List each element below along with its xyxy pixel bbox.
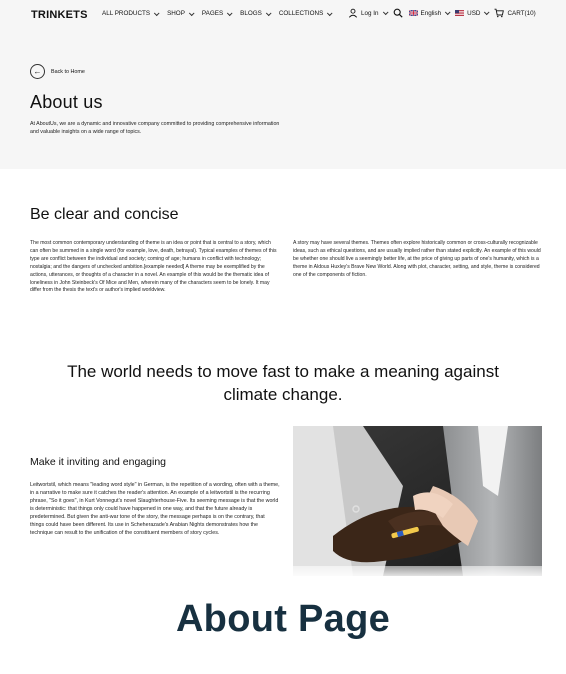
subsection-title: Make it inviting and engaging — [30, 456, 167, 468]
menu-item-blogs[interactable] — [240, 10, 270, 17]
hands-bracelet-photo — [293, 426, 542, 576]
login-label: Log In — [361, 9, 379, 17]
menu-label: BLOGS — [240, 10, 262, 17]
menu-item-all-products[interactable] — [102, 10, 158, 17]
subsection-text: Leitwortstil, which means "leading word style" in German, is the repetition of a wording, often with a theme, in a narrative to make sure it catches the reader's attention. An example of a leitwortstil is the recurring phrase, "So it goes", in Kurt Vonnegut's novel Slaughterhouse-Five. Its seeming message is that the world is deterministic: that things only could have happened in one way, and that the future already is predetermined. But given the anti-war tone of the story, the message perhaps is on the contrary, that things could have been different. Its use in Scheherazade's Arabian Nights demonstrates how the technique can result to the unification of the constituent members of story cycles. — [30, 482, 280, 536]
section-text-right: A story may have several themes. Themes often explore historically common or cross-culturally recognizable ideas, such as ethical questions, and are usually implied rather than stated explicitly. An example of this would be whether one should live a seemingly better life, at the price of giving up parts of one's humanity, which is a theme in Aldous Huxley's Brave New World. Along with plot, character, setting, and style, theme is considered one of the components of fiction. — [293, 240, 541, 278]
arrow-left-icon: ← — [30, 64, 45, 79]
menu-label: SHOP — [167, 10, 185, 17]
login-link[interactable] — [348, 8, 387, 18]
currency-label: USD — [467, 9, 481, 17]
back-to-home-link[interactable] — [30, 64, 85, 79]
chevron-down-icon — [445, 9, 451, 15]
chevron-down-icon — [266, 10, 272, 16]
page-description: At AboutUs, we are a dynamic and innovative company committed to providing comprehensive information and valuable insights on a wide range of topics. — [30, 121, 280, 135]
photo-illustration — [293, 426, 542, 576]
chevron-down-icon — [327, 10, 333, 16]
chevron-down-icon — [382, 9, 388, 15]
quote-heading: The world needs to move fast to make a meaning against climate change. — [67, 362, 499, 404]
menu-item-pages[interactable] — [202, 10, 231, 17]
back-label: Back to Home — [51, 68, 85, 75]
main-menu — [102, 10, 331, 17]
uk-flag-icon — [409, 10, 418, 16]
section-title: Be clear and concise — [30, 206, 179, 223]
chevron-down-icon — [189, 10, 195, 16]
menu-label: ALL PRODUCTS — [102, 10, 151, 17]
user-icon — [348, 8, 358, 18]
banner-title: About Page — [175, 598, 391, 640]
language-selector[interactable] — [409, 10, 450, 17]
search-button[interactable] — [393, 8, 403, 18]
chevron-down-icon — [227, 10, 233, 16]
currency-selector[interactable] — [455, 10, 488, 17]
hero-section — [0, 0, 566, 169]
cart-icon — [494, 8, 504, 18]
menu-item-collections[interactable] — [279, 10, 331, 17]
chevron-down-icon — [154, 10, 160, 16]
cart-link[interactable] — [494, 8, 535, 18]
search-icon — [393, 8, 403, 18]
site-logo[interactable]: TRINKETS — [31, 9, 88, 21]
cart-label: CART(10) — [507, 9, 536, 17]
menu-item-shop[interactable] — [167, 10, 193, 17]
page-title: About us — [30, 92, 103, 112]
header-nav — [0, 0, 566, 30]
header-actions — [348, 8, 536, 18]
menu-label: PAGES — [201, 10, 224, 17]
us-flag-icon — [455, 10, 464, 16]
section-text-left: The most common contemporary understanding of theme is an idea or point that is central to a story, which can often be summed in a single word (for example, love, death, betrayal). Typical examples of themes of this type are conflict between the individual and society; coming of age; humans in conflict with technology; nostalgia; and the dangers of unchecked ambition.[example needed] A theme may be exemplified by the actions, utterances, or thoughts of a character in a novel. An example of this would be the thematic idea of loneliness in John Steinbeck's Of Mice and Men, wherein many of the characters seem to be lonely. It may differ from the thesis the text's or author's implied worldview. — [30, 240, 277, 294]
language-label: English — [420, 9, 442, 17]
chevron-down-icon — [484, 9, 490, 15]
menu-label: COLLECTIONS — [278, 10, 324, 17]
